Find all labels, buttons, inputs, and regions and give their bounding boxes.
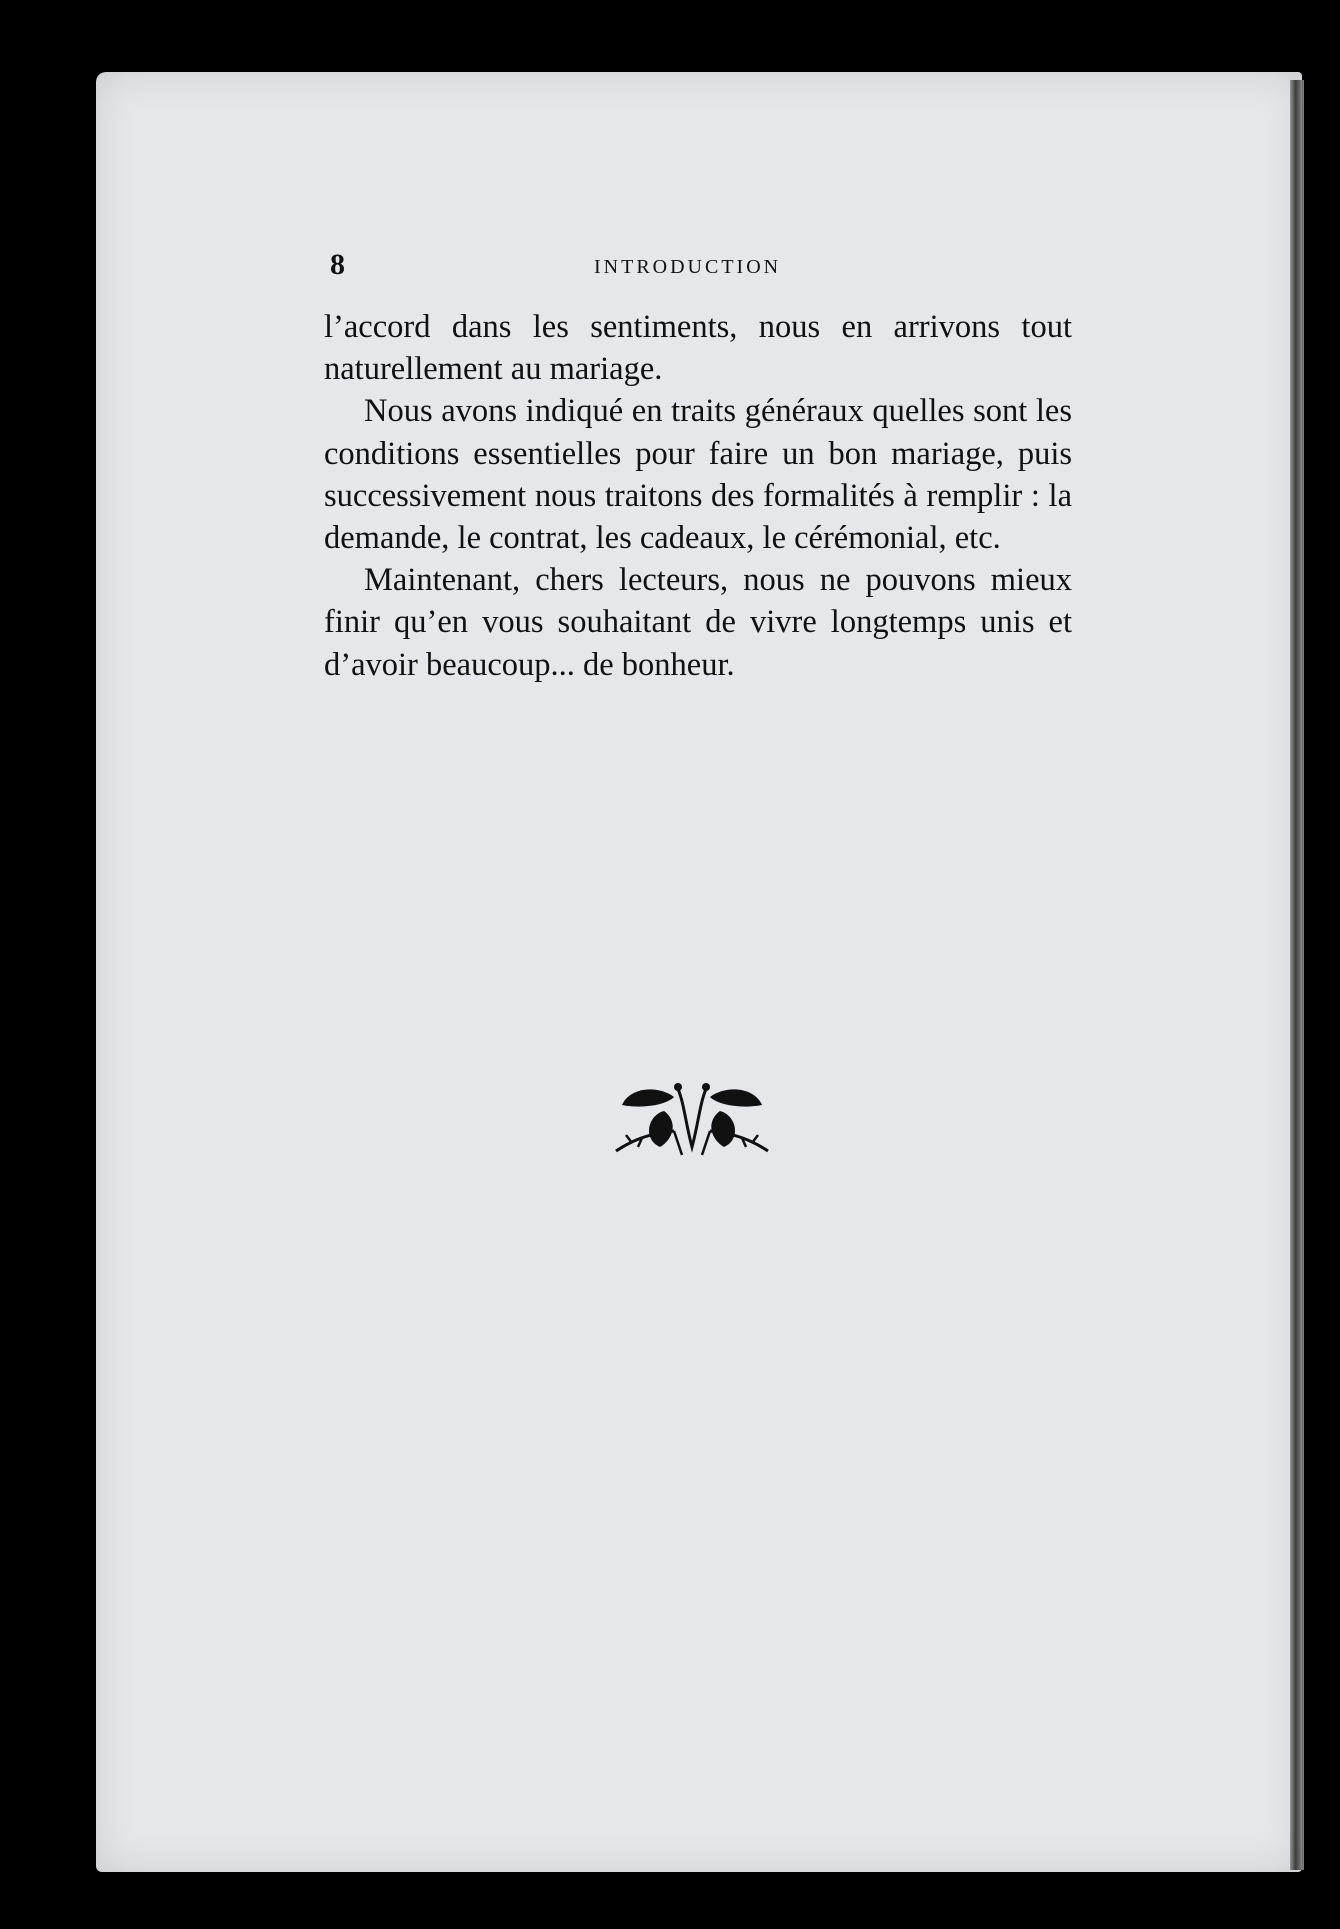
paragraph-1: l’accord dans les sentiments, nous en arrivons tout naturellement au mariage. <box>324 309 1072 388</box>
page-header <box>330 248 1070 288</box>
page-spine-shadow <box>1290 80 1304 1870</box>
page-number: 8 <box>330 248 345 281</box>
floral-vignette-icon <box>612 1075 772 1157</box>
scan-edge <box>1304 60 1340 1900</box>
body-text <box>324 306 1072 686</box>
running-head: INTRODUCTION <box>594 256 782 278</box>
paragraph-2: Nous avons indiqué en traits généraux quelles sont les conditions essentielles pour faire un bon mariage, puis successivement nous traitons des formalités à remplir : la demande, le contrat, les cadeaux, le cérémonial, etc. <box>324 393 1072 557</box>
paragraph-3: Maintenant, chers lecteurs, nous ne pouvons mieux finir qu’en vous souhaitant de vivre longtemps unis et d’avoir beaucoup... de bonheur. <box>324 562 1072 683</box>
